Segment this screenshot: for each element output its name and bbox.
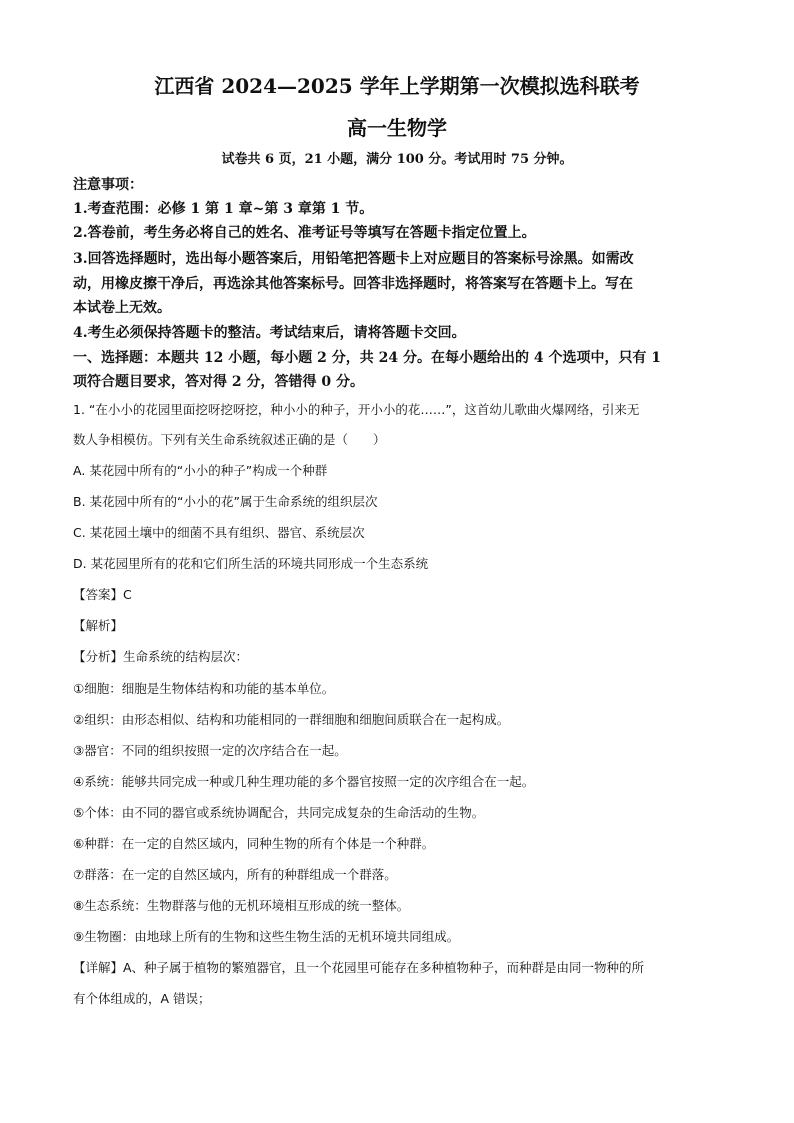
option-a: A. 某花园中所有的“小小的种子”构成一个种群 <box>73 463 328 478</box>
option-d: D. 某花园里所有的花和它们所生活的环境共同形成一个生态系统 <box>73 556 429 571</box>
question-1-stem-line-1: 1. “在小小的花园里面挖呀挖呀挖，种小小的种子，开小小的花……”，这首幼儿歌曲火爆网络，引来无 <box>73 402 640 417</box>
answer-line <box>73 585 132 603</box>
level-ecosystem: ⑧生态系统：生物群落与他的无机环境相互形成的统一整体。 <box>73 898 410 913</box>
note-item-3-line-2: 动，用橡皮擦干净后，再选涂其他答案标号。回答非选择题时，将答案写在答题卡上。写在 <box>73 276 633 292</box>
question-1-stem-line-2: 数人争相模仿。下列有关生命系统叙述正确的是（ ） <box>73 432 386 447</box>
level-organ: ③器官：不同的组织按照一定的次序结合在一起。 <box>73 743 347 758</box>
note-item-2: 2.答卷前，考生务必将自己的姓名、准考证号等填写在答题卡指定位置上。 <box>73 225 536 241</box>
level-population: ⑥种群：在一定的自然区域内，同种生物的所有个体是一个种群。 <box>73 836 435 851</box>
exam-info: 试卷共 6 页，21 小题，满分 100 分。考试用时 75 分钟。 <box>221 152 573 167</box>
section-1-heading-line-2: 项符合题目要求，答对得 2 分，答错得 0 分。 <box>73 374 364 390</box>
option-b: B. 某花园中所有的“小小的花”属于生命系统的组织层次 <box>73 494 378 509</box>
level-cell: ①细胞：细胞是生物体结构和功能的基本单位。 <box>73 681 335 696</box>
level-system: ④系统：能够共同完成一种或几种生理功能的多个器官按照一定的次序组合在一起。 <box>73 774 535 789</box>
analysis-intro: 【分析】生命系统的结构层次： <box>73 649 249 664</box>
option-c: C. 某花园土壤中的细菌不具有组织、器官、系统层次 <box>73 525 365 540</box>
detail-line-2: 有个体组成的，A 错误； <box>73 991 211 1006</box>
answer-value: C <box>123 587 132 602</box>
analysis-tag: 【解析】 <box>73 618 124 633</box>
answer-tag: 【答案】 <box>73 587 124 602</box>
section-1-heading-line-1: 一、选择题：本题共 12 小题，每小题 2 分，共 24 分。在每小题给出的 4 个选项中，只有 1 <box>73 350 662 366</box>
exam-subject: 高一生物学 <box>347 116 447 140</box>
level-tissue: ②组织：由形态相似、结构和功能相同的一群细胞和细胞间质联合在一起构成。 <box>73 712 510 727</box>
note-item-3-line-3: 本试卷上无效。 <box>73 300 171 316</box>
note-item-4: 4.考生必须保持答题卡的整洁。考试结束后，请将答题卡交回。 <box>73 325 466 341</box>
level-biosphere: ⑨生物圈：由地球上所有的生物和这些生物生活的无机环境共同组成。 <box>73 929 460 944</box>
level-community: ⑦群落：在一定的自然区域内，所有的种群组成一个群落。 <box>73 867 397 882</box>
level-individual: ⑤个体：由不同的器官或系统协调配合，共同完成复杂的生命活动的生物。 <box>73 805 485 820</box>
notes-heading: 注意事项： <box>73 177 143 193</box>
note-item-3-line-1: 3.回答选择题时，选出每小题答案后，用铅笔把答题卡上对应题目的答案标号涂黑。如需改 <box>73 251 634 267</box>
exam-title: 江西省 2024—2025 学年上学期第一次模拟选科联考 <box>154 74 640 98</box>
note-item-1: 1.考查范围：必修 1 第 1 章~第 3 章第 1 节。 <box>73 201 374 217</box>
detail-line-1: 【详解】A、种子属于植物的繁殖器官，且一个花园里可能存在多种植物种子，而种群是由同一物种的所 <box>73 960 645 975</box>
